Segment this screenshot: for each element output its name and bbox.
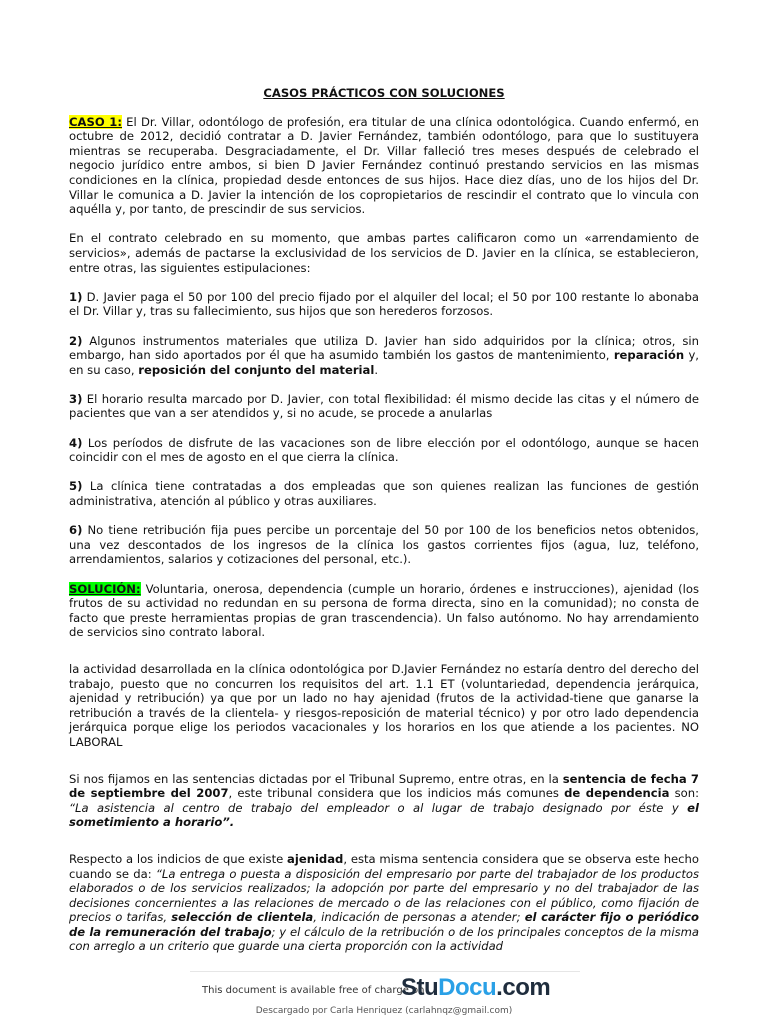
supremo-text: , este tribunal considera que los indicios más comunes <box>228 786 565 801</box>
footer-divider <box>190 971 580 972</box>
caso1-paragraph <box>69 115 699 217</box>
stipulation-number: 2) <box>69 333 83 348</box>
ajenidad-text: Respecto a los indicios de que existe <box>69 851 288 866</box>
stipulation-2 <box>69 334 699 378</box>
stipulation-text: . <box>374 362 379 377</box>
stipulation-number: 5) <box>69 479 83 494</box>
stipulation-5 <box>69 479 699 508</box>
stipulation-text: La clínica tiene contratadas a dos empleadas que son quienes realizan las funciones de gestión administrativa, atención al público y otras auxiliares. <box>69 479 699 509</box>
downloaded-by: Descargado por Carla Henriquez (carlahnqz@gmail.com) <box>255 1006 513 1016</box>
stipulation-text: y, en su caso, <box>69 348 699 377</box>
page-title: CASOS PRÁCTICOS CON SOLUCIONES <box>263 86 505 100</box>
stipulation-bold: reparación <box>613 348 685 363</box>
stipulation-text: Algunos instrumentos materiales que utiliza D. Javier han sido adquiridos por la clínica; otros, sin embargo, han sido aportados por él que ha asumido también los gastos de mantenimiento, <box>69 333 699 363</box>
stipulation-text: El horario resulta marcado por D. Javier, con total flexibilidad: él mismo decide las citas y el número de pacientes que van a ser atendidos y, si no acude, se procede a anularlas <box>69 391 699 421</box>
studocu-logo[interactable] <box>401 974 550 1002</box>
caso1-text: El Dr. Villar, odontólogo de profesión, era titular de una clínica odontológica. Cuando enfermó, en octubre de 2012, decidió contratar a D. Javier Fernández, también odontólogo, para que lo sustituyera mientras se recuperaba. Desgraciadamente, el Dr. Villar falleció tres meses después de celebrado el negocio jurídico entre ambos, si bien D Javier Fernández continuó prestando servicios en las mismas condiciones en la clínica, propiedad desde entonces de sus hijos. Hace diez días, uno de los hijos del Dr. Villar le comunica a D. Javier la intención de los copropietarios de rescindir el contrato que lo vincula con aquélla y, por tanto, de prescindir de sus servicios. <box>69 114 699 217</box>
ajenidad-quote: , indicación de personas a atender; <box>313 910 525 925</box>
studocu-footer <box>0 962 768 1024</box>
caso1-label: CASO 1: <box>69 114 122 129</box>
stipulation-1 <box>69 290 699 319</box>
stipulation-text: D. Javier paga el 50 por 100 del precio fijado por el alquiler del local; el 50 por 100 restante lo abonaba el Dr. Villar y, tras su fallecimiento, sus hijos que son herederos forzosos. <box>69 289 699 319</box>
footer-notice: This document is available free of charge on <box>202 985 425 996</box>
activity-paragraph: la actividad desarrollada en la clínica odontológica por D.Javier Fernández no estaría dentro del derecho del trabajo, puesto que no concurren los requisitos del art. 1.1 ET (voluntariedad, dependencia jerárquica, ajenidad y retribución) ya que por un lado no hay ajenidad (frutos de la actividad-tiene que ganarse la retribución a través de la clientela- y riesgos-reposición de material técnico) y por otro lado dependencia jerárquica porque elige los periodos vacacionales y los horarios en los que atiende a los pacientes. NO LABORAL <box>69 661 699 749</box>
ajenidad-bold: ajenidad <box>287 851 344 866</box>
stipulation-number: 1) <box>69 289 83 304</box>
ajenidad-quote-bold: selección de clientela <box>171 910 314 925</box>
supremo-bold: de dependencia <box>564 786 670 801</box>
stipulation-6 <box>69 523 699 567</box>
stipulation-text: Los períodos de disfrute de las vacaciones son de libre elección por el odontólogo, aunque se hacen coincidir con el mes de agosto en el que cierra la clínica. <box>69 435 699 465</box>
stipulation-bold: reposición del conjunto del material <box>138 362 375 377</box>
stipulation-3 <box>69 392 699 421</box>
stipulation-text: No tiene retribución fija pues percibe un porcentaje del 50 por 100 de los beneficios netos obtenidos, una vez descontados de los ingresos de la clínica los gastos corrientes fijos (agua, luz, teléfono, arrendamientos, salarios y cotizaciones del personal, etc.). <box>69 523 699 567</box>
logo-com: .com <box>496 974 551 1001</box>
contract-intro-paragraph: En el contrato celebrado en su momento, que ambas partes calificaron como un «arrendamiento de servicios», además de pactarse la exclusividad de los servicios de D. Javier en la clínica, se establecieron, entre otras, las siguientes estipulaciones: <box>69 231 699 275</box>
ajenidad-quote: “La entrega o puesta a disposición del empresario por parte del trabajador de los productos elaborados o de los servicios realizados; la adopción por parte del empresario y no del trabajador de las decisiones concernientes a las relaciones de mercado o de las relaciones con el público, como fijación de precios o tarifas, <box>69 866 699 925</box>
supremo-quote: “La asistencia al centro de trabajo del empleador o al lugar de trabajo designado por éste y <box>69 800 688 815</box>
ajenidad-paragraph <box>69 852 699 954</box>
stipulation-number: 6) <box>69 523 83 538</box>
ajenidad-quote: ; y el cálculo de la retribución o de los principales conceptos de la misma con arreglo a un criterio que guarde una cierta proporción con la actividad <box>69 924 700 954</box>
supremo-text: Si nos fijamos en las sentencias dictadas por el Tribunal Supremo, entre otras, en la <box>69 771 563 786</box>
ajenidad-text: , esta misma sentencia considera que se observa este hecho cuando se da: <box>69 851 699 881</box>
supremo-bold: sentencia de fecha 7 de septiembre del 2007 <box>69 771 699 801</box>
solucion-label: SOLUCIÓN: <box>69 581 141 596</box>
ajenidad-quote-bold: el carácter fijo o periódico de la remuneración del trabajo <box>69 910 699 939</box>
logo-stu: Stu <box>401 974 439 1001</box>
stipulation-number: 4) <box>69 435 83 450</box>
supremo-paragraph <box>69 772 699 830</box>
document-body <box>69 86 699 969</box>
supremo-text: son: <box>669 786 700 801</box>
solucion-paragraph <box>69 582 699 640</box>
supremo-quote-bold: el sometimiento a horario”. <box>69 800 699 830</box>
stipulation-4 <box>69 436 699 465</box>
logo-docu: Docu <box>438 974 497 1001</box>
solucion-text: Voluntaria, onerosa, dependencia (cumple un horario, órdenes e instrucciones), ajenidad (los frutos de su actividad no redundan en su persona de forma directa, sino en la comunidad); no consta de facto que preste herramientas propias de gran trascendencia). Un falso autónomo. No hay arrendamiento de servicios sino contrato laboral. <box>69 581 699 640</box>
stipulation-number: 3) <box>69 391 83 406</box>
